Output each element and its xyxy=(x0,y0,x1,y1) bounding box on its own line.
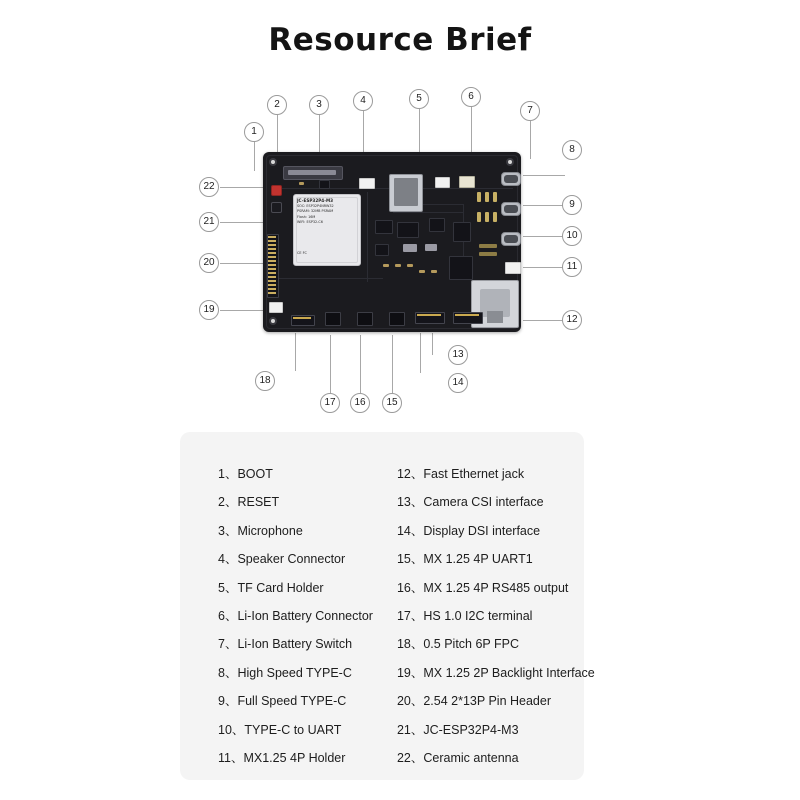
gold-pad xyxy=(479,252,497,256)
callout-14: 14 xyxy=(448,373,468,393)
list-item: 16、MX 1.25 4P RS485 output xyxy=(396,580,569,595)
list-item: 12、Fast Ethernet jack xyxy=(396,467,525,481)
ic-chip xyxy=(375,244,389,256)
leader-line xyxy=(220,263,264,264)
callout-16: 16 xyxy=(350,393,370,413)
fpc-contacts xyxy=(293,317,311,319)
list-item: 7、Li-Ion Battery Switch xyxy=(218,637,353,652)
crystal-oscillator xyxy=(425,244,437,251)
list-item: 13、Camera CSI interface xyxy=(396,495,544,510)
callout-22: 22 xyxy=(199,177,219,197)
board-diagram xyxy=(180,85,630,425)
module-certification-marks: CE FC xyxy=(297,250,307,255)
module-spec-line: WIFI: ESP32-C6 xyxy=(297,219,323,224)
full-speed-type-c xyxy=(501,202,521,216)
list-item: 2、RESET xyxy=(218,495,280,510)
legend-column-right xyxy=(397,460,595,766)
li-ion-battery-switch xyxy=(459,176,475,188)
list-item: 15、MX 1.25 4P UART1 xyxy=(396,552,533,567)
leader-line xyxy=(530,121,531,159)
boot-button[interactable] xyxy=(271,202,282,213)
tf-card-holder xyxy=(389,174,423,212)
callout-13: 13 xyxy=(448,345,468,365)
list-item: 10、TYPE-C to UART xyxy=(218,722,342,737)
microphone xyxy=(319,180,330,189)
type-c-to-uart xyxy=(501,232,521,246)
legend-columns xyxy=(218,460,595,766)
callout-3: 3 xyxy=(309,95,329,115)
callout-11: 11 xyxy=(562,257,582,277)
i2c-terminal xyxy=(325,312,341,326)
leader-line xyxy=(220,187,264,188)
list-item: 6、Li-Ion Battery Connector xyxy=(218,609,373,624)
leader-line xyxy=(420,333,421,373)
callout-18: 18 xyxy=(255,371,275,391)
gold-pad xyxy=(479,244,497,248)
capacitor xyxy=(419,270,425,273)
list-item: 5、TF Card Holder xyxy=(218,580,324,595)
leader-line xyxy=(319,115,320,155)
callout-1: 1 xyxy=(244,122,264,142)
leader-line xyxy=(471,107,472,155)
gold-pad xyxy=(493,192,497,202)
leader-line xyxy=(523,267,565,268)
legend-panel xyxy=(180,432,595,780)
leader-line xyxy=(220,222,264,223)
list-item: 17、HS 1.0 I2C terminal xyxy=(396,609,533,624)
leader-line xyxy=(295,333,296,371)
callout-10: 10 xyxy=(562,226,582,246)
list-item: 1、BOOT xyxy=(218,467,273,481)
ceramic-antenna xyxy=(283,166,343,180)
module-title: JC-ESP32P4-M3 xyxy=(297,198,334,203)
capacitor xyxy=(299,182,304,185)
callout-12: 12 xyxy=(562,310,582,330)
callout-4: 4 xyxy=(353,91,373,111)
callout-7: 7 xyxy=(520,101,540,121)
leader-line xyxy=(254,141,255,171)
list-item: 22、Ceramic antenna xyxy=(396,751,519,766)
ic-chip xyxy=(453,222,471,242)
development-board xyxy=(263,152,521,332)
ic-chip xyxy=(375,220,393,234)
leader-line xyxy=(523,175,565,176)
list-item: 21、JC-ESP32P4-M3 xyxy=(396,722,519,737)
page-title: Resource Brief xyxy=(268,22,532,58)
leader-line xyxy=(419,109,420,157)
list-item: 9、Full Speed TYPE-C xyxy=(218,694,347,709)
capacitor xyxy=(395,264,401,267)
leader-line xyxy=(330,335,331,393)
ethernet-phy-chip xyxy=(449,256,473,280)
gold-pad xyxy=(477,192,481,202)
capacitor xyxy=(431,270,437,273)
list-item: 11、MX1.25 4P Holder xyxy=(218,751,346,766)
module-spec-line: Flash: 16M xyxy=(297,214,316,219)
leader-line xyxy=(523,320,565,321)
pcb-trace xyxy=(393,212,463,213)
pcb-trace xyxy=(367,192,368,282)
uart1-connector xyxy=(389,312,405,326)
callout-8: 8 xyxy=(562,140,582,160)
capacitor xyxy=(383,264,389,267)
high-speed-type-c xyxy=(501,172,521,186)
leader-line xyxy=(392,335,393,393)
rs485-output xyxy=(357,312,373,326)
csi-contacts xyxy=(455,314,479,316)
module-spec-line: SOC: ESP32P4NRW32 xyxy=(297,204,334,209)
legend-column-left xyxy=(218,460,373,766)
gold-pad xyxy=(485,192,489,202)
capacitor xyxy=(407,264,413,267)
backlight-interface xyxy=(269,302,283,313)
leader-line xyxy=(220,310,264,311)
list-item: 19、MX 1.25 2P Backlight Interface xyxy=(396,665,595,680)
callout-20: 20 xyxy=(199,253,219,273)
list-item: 14、Display DSI interface xyxy=(396,523,541,538)
callout-15: 15 xyxy=(382,393,402,413)
leader-line xyxy=(363,111,364,155)
mounting-hole xyxy=(269,158,277,166)
list-item: 20、2.54 2*13P Pin Header xyxy=(396,694,551,709)
callout-17: 17 xyxy=(320,393,340,413)
list-item: 8、High Speed TYPE-C xyxy=(218,665,352,680)
reset-button[interactable] xyxy=(271,185,282,196)
leader-line xyxy=(360,335,361,393)
mx125-4p-holder xyxy=(505,262,521,274)
leader-line xyxy=(523,236,565,237)
gold-pad xyxy=(485,212,489,222)
crystal-oscillator xyxy=(403,244,417,252)
li-ion-battery-connector xyxy=(435,177,450,188)
leader-line xyxy=(523,205,565,206)
speaker-connector xyxy=(359,178,375,189)
mounting-hole xyxy=(269,317,277,325)
pin-header-pins xyxy=(268,236,276,294)
callout-9: 9 xyxy=(562,195,582,215)
callout-2: 2 xyxy=(267,95,287,115)
list-item: 3、Microphone xyxy=(218,523,303,538)
callout-21: 21 xyxy=(199,212,219,232)
gold-pad xyxy=(477,212,481,222)
ic-chip xyxy=(397,222,419,238)
dsi-contacts xyxy=(417,314,441,316)
callout-5: 5 xyxy=(409,89,429,109)
ic-chip xyxy=(429,218,445,232)
leader-line xyxy=(432,333,433,355)
module-spec-line: PSRAM: 32MB PSRAM xyxy=(297,209,334,214)
callout-19: 19 xyxy=(199,300,219,320)
list-item: 18、0.5 Pitch 6P FPC xyxy=(396,637,520,652)
callout-6: 6 xyxy=(461,87,481,107)
list-item: 4、Speaker Connector xyxy=(218,552,346,567)
gold-pad xyxy=(493,212,497,222)
leader-line xyxy=(277,115,278,157)
mounting-hole xyxy=(506,158,514,166)
esp32p4-module xyxy=(293,194,361,266)
